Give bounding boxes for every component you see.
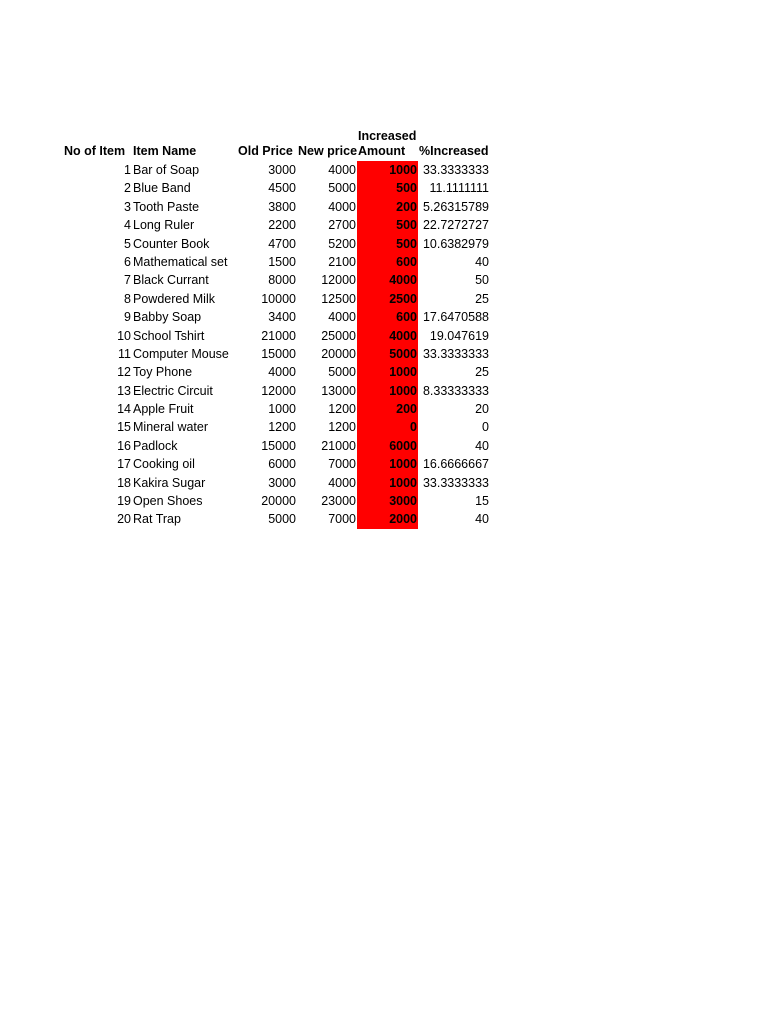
table-row	[0, 327, 768, 345]
item-number-cell: 20	[117, 512, 131, 527]
item-name-cell: Mathematical set	[133, 254, 228, 269]
header-increased-amount-line2: Amount	[358, 144, 406, 158]
new-price-cell: 2700	[328, 218, 356, 233]
new-price-cell: 4000	[328, 310, 356, 325]
item-number-cell: 3	[124, 199, 131, 214]
old-price-cell: 3800	[268, 199, 296, 214]
increased-amount-cell: 600	[396, 254, 417, 269]
item-name-cell: Apple Fruit	[133, 402, 194, 417]
new-price-cell: 5000	[328, 365, 356, 380]
item-number-cell: 12	[117, 365, 131, 380]
new-price-cell: 25000	[321, 328, 356, 343]
item-number-cell: 16	[117, 438, 131, 453]
item-name-cell: Cooking oil	[133, 457, 195, 472]
item-number-cell: 8	[124, 291, 131, 306]
table-row	[0, 455, 768, 473]
increased-amount-cell: 1000	[389, 163, 417, 177]
old-price-cell: 3400	[268, 310, 296, 325]
increased-amount-cell: 1000	[389, 457, 417, 472]
item-number-cell: 15	[117, 420, 131, 435]
new-price-cell: 5000	[328, 181, 356, 196]
pct-increased-cell: 50	[475, 273, 489, 288]
table-row	[0, 345, 768, 363]
item-name-cell: Toy Phone	[133, 365, 193, 380]
old-price-cell: 15000	[261, 346, 296, 361]
old-price-cell: 15000	[261, 438, 296, 453]
old-price-cell: 21000	[261, 328, 296, 343]
increased-amount-cell: 200	[396, 199, 417, 214]
increased-amount-cell: 600	[396, 310, 417, 325]
new-price-cell: 4000	[328, 163, 356, 177]
new-price-cell: 4000	[328, 199, 356, 214]
old-price-cell: 8000	[268, 273, 296, 288]
item-number-cell: 18	[117, 475, 131, 490]
pct-increased-cell: 5.26315789	[422, 199, 489, 214]
item-number-cell: 14	[117, 402, 131, 417]
table-row	[0, 235, 768, 253]
item-name-cell: Long Ruler	[133, 218, 195, 233]
new-price-cell: 13000	[321, 383, 356, 398]
old-price-cell: 20000	[261, 494, 296, 509]
new-price-cell: 7000	[328, 457, 356, 472]
increased-amount-cell: 0	[410, 420, 417, 435]
pct-increased-cell: 16.6666667	[422, 457, 489, 472]
new-price-cell: 7000	[328, 512, 356, 527]
data-table	[0, 161, 768, 529]
item-name-cell: Rat Trap	[133, 512, 181, 527]
new-price-cell: 12000	[321, 273, 356, 288]
old-price-cell: 3000	[268, 475, 296, 490]
pct-increased-cell: 20	[475, 402, 489, 417]
old-price-cell: 6000	[268, 457, 296, 472]
pct-increased-cell: 40	[475, 512, 489, 527]
table-row	[0, 382, 768, 400]
old-price-cell: 10000	[261, 291, 296, 306]
item-name-cell: Bar of Soap	[133, 163, 200, 177]
item-number-cell: 11	[118, 346, 131, 361]
new-price-cell: 20000	[321, 346, 356, 361]
new-price-cell: 2100	[328, 254, 356, 269]
new-price-cell: 5200	[328, 236, 356, 251]
old-price-cell: 1500	[268, 254, 296, 269]
header-increased-amount-line1: Increased	[358, 129, 417, 143]
new-price-cell: 23000	[321, 494, 356, 509]
old-price-cell: 4700	[268, 236, 296, 251]
pct-increased-cell: 25	[475, 291, 489, 306]
table-row	[0, 437, 768, 455]
pct-increased-cell: 19.047619	[429, 328, 489, 343]
item-number-cell: 10	[117, 328, 131, 343]
table-row	[0, 179, 768, 197]
item-name-cell: Computer Mouse	[133, 346, 229, 361]
increased-amount-cell: 500	[396, 181, 417, 196]
pct-increased-cell: 40	[475, 438, 489, 453]
table-row	[0, 510, 768, 528]
item-number-cell: 2	[124, 181, 131, 196]
increased-amount-cell: 6000	[389, 438, 417, 453]
old-price-cell: 3000	[268, 163, 296, 177]
table-row	[0, 253, 768, 271]
old-price-cell: 1000	[268, 402, 296, 417]
item-number-cell: 17	[117, 457, 131, 472]
item-number-cell: 9	[124, 310, 131, 325]
increased-amount-cell: 3000	[389, 494, 417, 509]
old-price-cell: 4000	[268, 365, 296, 380]
pct-increased-cell: 10.6382979	[422, 236, 489, 251]
table-row	[0, 418, 768, 436]
pct-increased-cell: 0	[482, 420, 489, 435]
old-price-cell: 2200	[268, 218, 296, 233]
item-name-cell: Padlock	[133, 438, 178, 453]
new-price-cell: 4000	[328, 475, 356, 490]
item-name-cell: Powdered Milk	[133, 291, 215, 306]
increased-amount-cell: 5000	[389, 346, 417, 361]
increased-amount-cell: 500	[396, 236, 417, 251]
pct-increased-cell: 8.33333333	[422, 383, 489, 398]
pct-increased-cell: 40	[475, 254, 489, 269]
pct-increased-cell: 15	[475, 494, 489, 509]
increased-amount-cell: 500	[396, 218, 417, 233]
increased-amount-cell: 2500	[389, 291, 417, 306]
old-price-cell: 5000	[268, 512, 296, 527]
new-price-cell: 1200	[328, 402, 356, 417]
pct-increased-cell: 17.6470588	[422, 310, 489, 325]
old-price-cell: 12000	[261, 383, 296, 398]
header-old-price: Old Price	[238, 144, 293, 158]
increased-amount-cell: 1000	[389, 365, 417, 380]
old-price-cell: 4500	[268, 181, 296, 196]
table-row	[0, 400, 768, 418]
item-name-cell: Babby Soap	[133, 310, 202, 325]
header-new-price: New price	[298, 144, 358, 158]
table-row	[0, 308, 768, 326]
table-row	[0, 271, 768, 289]
increased-amount-cell: 2000	[389, 512, 417, 527]
header-no-of-item: No of Item	[64, 144, 126, 158]
new-price-cell: 21000	[321, 438, 356, 453]
item-name-cell: Electric Circuit	[133, 383, 213, 398]
item-name-cell: Blue Band	[133, 181, 191, 196]
item-name-cell: School Tshirt	[133, 328, 205, 343]
pct-increased-cell: 11.1111111	[429, 181, 489, 196]
item-number-cell: 1	[124, 163, 131, 177]
item-number-cell: 13	[117, 383, 131, 398]
item-number-cell: 5	[124, 236, 131, 251]
increased-amount-cell: 4000	[389, 328, 417, 343]
table-row	[0, 290, 768, 308]
table-row	[0, 474, 768, 492]
old-price-cell: 1200	[268, 420, 296, 435]
item-number-cell: 19	[117, 494, 131, 509]
increased-amount-cell: 1000	[389, 475, 417, 490]
item-name-cell: Kakira Sugar	[133, 475, 206, 490]
table-row	[0, 161, 768, 179]
item-name-cell: Mineral water	[133, 420, 209, 435]
table-row	[0, 198, 768, 216]
pct-increased-cell: 33.3333333	[422, 163, 489, 177]
pct-increased-cell: 33.3333333	[422, 346, 489, 361]
pct-increased-cell: 22.7272727	[422, 218, 489, 233]
item-number-cell: 4	[124, 218, 131, 233]
item-name-cell: Open Shoes	[133, 494, 203, 509]
increased-amount-cell: 200	[396, 402, 417, 417]
increased-amount-cell: 4000	[389, 273, 417, 288]
header-item-name: Item Name	[133, 144, 197, 158]
table-row	[0, 363, 768, 381]
pct-increased-cell: 33.3333333	[422, 475, 489, 490]
pct-increased-cell: 25	[475, 365, 489, 380]
increased-amount-cell: 1000	[389, 383, 417, 398]
new-price-cell: 12500	[321, 291, 356, 306]
table-row	[0, 216, 768, 234]
header-pct-increased: %Increased	[419, 144, 489, 158]
item-name-cell: Counter Book	[133, 236, 210, 251]
new-price-cell: 1200	[328, 420, 356, 435]
item-name-cell: Tooth Paste	[133, 199, 200, 214]
item-number-cell: 7	[124, 273, 131, 288]
table-row	[0, 492, 768, 510]
item-number-cell: 6	[124, 254, 131, 269]
item-name-cell: Black Currant	[133, 273, 209, 288]
